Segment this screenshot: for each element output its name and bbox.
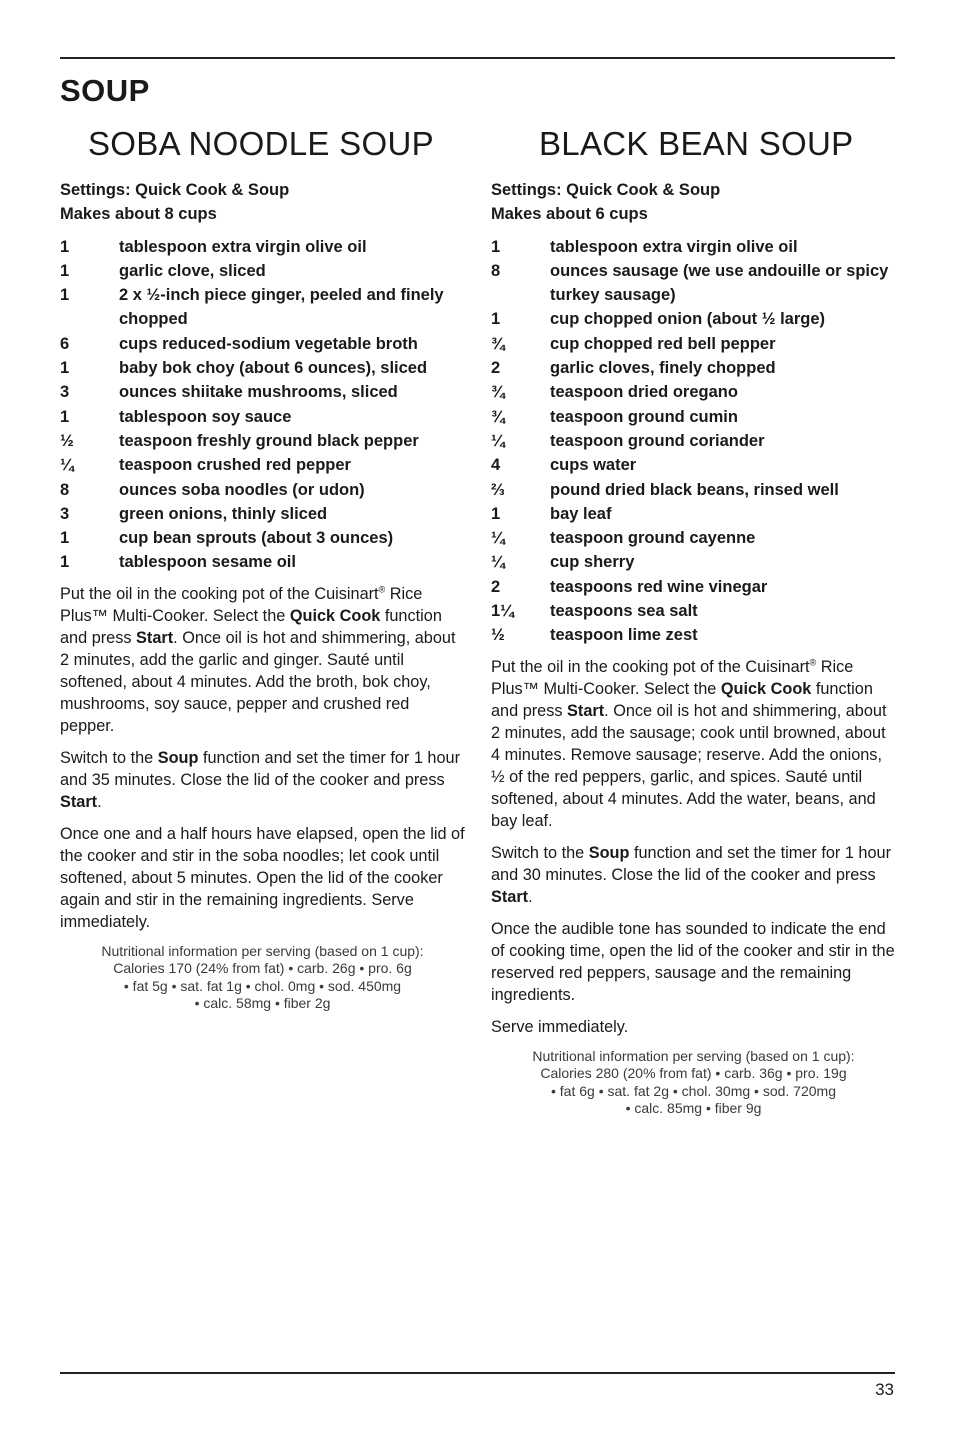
instruction-paragraph [60, 747, 465, 813]
text-run: function and set the timer for 1 hour and 35 minutes. Close the lid of the cooker and press [60, 748, 461, 789]
instruction-paragraph: Once the audible tone has sounded to indicate the end of cooking time, open the lid of the cooker and stir in the reserved red peppers, sausage and the remaining ingredients. [491, 919, 895, 1004]
ingredient-item [60, 380, 465, 404]
ingredient-qty: 1 [60, 261, 70, 280]
ingredient-qty: 8 [491, 261, 501, 280]
text-run: function and press [60, 606, 442, 647]
ingredient-qty: 1 [60, 529, 70, 548]
ingredient-qty: 2 [491, 577, 501, 596]
nutrition-line: Nutritional information per serving (based on 1 cup): [101, 942, 424, 959]
text-run: Rice Plus™ Multi-Cooker. Select the [491, 657, 854, 698]
ingredient-item [491, 429, 896, 453]
ingredient-item [60, 356, 465, 380]
ingredient-name: cup chopped red bell pepper [550, 334, 776, 353]
ingredient-qty: ¼ [60, 456, 74, 475]
ingredient-qty: 8 [60, 480, 70, 499]
ingredient-name: teaspoon ground cayenne [550, 529, 756, 548]
nutrition-line: Calories 280 (20% from fat) • carb. 36g • pro. 19g [540, 1065, 847, 1082]
text-run: Put the oil in the cooking pot of the Cuisinart [60, 584, 379, 603]
ingredient-item [491, 332, 896, 356]
function-name: Quick Cook [720, 679, 812, 698]
ingredient-name: garlic clove, sliced [119, 261, 266, 280]
button-name: Start [567, 701, 605, 720]
button-name: Start [60, 792, 98, 811]
ingredient-name: pound dried black beans, rinsed well [550, 480, 839, 499]
nutrition-line: • fat 6g • sat. fat 2g • chol. 30mg • sod. 720mg [551, 1082, 836, 1099]
ingredient-name: ounces shiitake mushrooms, sliced [119, 383, 398, 402]
nutrition-line: Calories 170 (24% from fat) • carb. 26g • pro. 6g [113, 960, 412, 977]
ingredient-item [491, 550, 896, 574]
nutrition-info [491, 1048, 896, 1118]
makes-line: Makes about 8 cups [60, 205, 217, 224]
ingredient-list [60, 235, 465, 575]
ingredient-qty: ⅔ [491, 480, 505, 499]
ingredient-name: ounces sausage (we use andouille or spicy turkey sausage) [550, 261, 889, 305]
ingredient-qty: 1 [491, 504, 501, 523]
ingredient-item [491, 478, 896, 502]
ingredient-list [491, 235, 896, 648]
ingredient-qty: 1 [60, 286, 70, 305]
ingredient-qty: ¼ [491, 529, 505, 548]
ingredient-name: ounces soba noodles (or udon) [119, 480, 365, 499]
ingredient-item [491, 575, 896, 599]
ingredient-item [60, 526, 465, 550]
ingredient-name: bay leaf [550, 504, 612, 523]
ingredient-item [60, 429, 465, 453]
ingredient-item [60, 332, 465, 356]
ingredient-name: 2 x ½-inch piece ginger, peeled and finely chopped [119, 286, 444, 329]
ingredient-item [60, 283, 465, 332]
ingredient-item [60, 478, 465, 502]
ingredient-item [491, 453, 896, 477]
ingredient-qty: 4 [491, 456, 501, 475]
ingredient-qty: 2 [491, 359, 501, 378]
instruction-paragraph [491, 842, 896, 908]
ingredient-name: cup bean sprouts (about 3 ounces) [119, 529, 394, 548]
ingredient-name: cup chopped onion (about ½ large) [550, 310, 825, 329]
ingredient-name: tablespoon extra virgin olive oil [550, 237, 798, 256]
function-name: Soup [157, 748, 199, 767]
ingredient-item [60, 259, 465, 283]
nutrition-info [60, 943, 465, 1013]
text-run: Put the oil in the cooking pot of the Cuisinart [491, 657, 810, 676]
nutrition-line: Nutritional information per serving (based on 1 cup): [532, 1047, 855, 1064]
ingredient-qty: 1 [491, 237, 501, 256]
ingredient-qty: 1¼ [491, 602, 514, 621]
recipe-meta [491, 178, 896, 227]
ingredient-qty: 1 [60, 237, 70, 256]
ingredient-item [60, 502, 465, 526]
ingredient-qty: ¾ [491, 407, 505, 426]
ingredient-name: teaspoon ground cumin [550, 407, 738, 426]
ingredient-item [491, 599, 896, 623]
instruction-paragraph: Serve immediately. [491, 1017, 629, 1036]
makes-line: Makes about 6 cups [491, 205, 648, 224]
text-run: . [97, 792, 102, 811]
nutrition-line: • fat 5g • sat. fat 1g • chol. 0mg • sod. 450mg [123, 977, 402, 994]
recipe-black-bean-soup [491, 124, 896, 1118]
ingredient-qty: ¾ [491, 383, 505, 402]
function-name: Soup [588, 843, 630, 862]
ingredient-qty: 6 [60, 334, 70, 353]
ingredient-name: green onions, thinly sliced [119, 504, 328, 523]
bottom-rule [60, 1372, 895, 1374]
registered-mark: ® [378, 584, 386, 595]
nutrition-line: • calc. 58mg • fiber 2g [194, 995, 331, 1012]
ingredient-name: tablespoon sesame oil [119, 553, 296, 572]
ingredient-name: cups water [550, 456, 637, 475]
ingredient-qty: 1 [60, 407, 70, 426]
text-run: Rice Plus™ Multi-Cooker. Select the [60, 584, 423, 625]
recipe-meta [60, 178, 465, 227]
ingredient-qty: ½ [491, 626, 505, 645]
ingredient-name: teaspoon dried oregano [550, 383, 738, 402]
ingredient-item [491, 380, 896, 404]
text-run: function and set the timer for 1 hour and 30 minutes. Close the lid of the cooker and press [491, 843, 892, 884]
ingredient-qty: ½ [60, 431, 74, 450]
instruction-paragraph [60, 583, 465, 737]
instruction-paragraph [491, 656, 896, 832]
ingredient-name: tablespoon soy sauce [119, 407, 292, 426]
ingredient-item [491, 307, 896, 331]
ingredient-item [491, 502, 896, 526]
ingredient-item [491, 405, 896, 429]
ingredient-item [491, 356, 896, 380]
ingredient-name: baby bok choy (about 6 ounces), sliced [119, 359, 428, 378]
settings-line: Settings: Quick Cook & Soup [60, 181, 290, 199]
ingredient-name: teaspoon lime zest [550, 626, 698, 645]
ingredient-name: cup sherry [550, 553, 635, 572]
top-rule [60, 57, 895, 59]
recipe-title: SOBA NOODLE SOUP [88, 125, 434, 162]
text-run: . [528, 887, 533, 906]
ingredient-qty: 1 [491, 310, 501, 329]
ingredient-item [491, 259, 896, 308]
ingredient-qty: 3 [60, 504, 70, 523]
text-run: function and press [491, 679, 873, 720]
ingredient-item [491, 526, 896, 550]
recipe-soba-noodle-soup [60, 124, 465, 1013]
ingredient-qty: ¼ [491, 431, 505, 450]
ingredient-name: teaspoon freshly ground black pepper [119, 431, 419, 450]
ingredient-item [60, 453, 465, 477]
ingredient-item [60, 405, 465, 429]
ingredient-name: tablespoon extra virgin olive oil [119, 237, 367, 256]
ingredient-qty: 3 [60, 383, 70, 402]
instruction-paragraph: Once one and a half hours have elapsed, open the lid of the cooker and stir in the soba noodles; let cook until softened, about 5 minutes. Open the lid of the cooker again and stir in the remaining ingredients. Serve immediately. [60, 824, 465, 931]
button-name: Start [491, 887, 529, 906]
text-run: Switch to the [60, 748, 158, 767]
ingredient-item [60, 550, 465, 574]
ingredient-name: teaspoons sea salt [550, 602, 698, 621]
ingredient-name: teaspoon ground coriander [550, 431, 765, 450]
ingredient-qty: ¼ [491, 553, 505, 572]
recipe-title: BLACK BEAN SOUP [539, 125, 854, 162]
ingredient-qty: ¾ [491, 334, 505, 353]
ingredient-item [60, 235, 465, 259]
ingredient-name: teaspoons red wine vinegar [550, 577, 768, 596]
ingredient-item [491, 623, 896, 647]
page-number: 33 [875, 1380, 894, 1399]
nutrition-line: • calc. 85mg • fiber 9g [625, 1100, 762, 1117]
ingredient-item [491, 235, 896, 259]
text-run: . Once oil is hot and shimmering, about 2 minutes, add the garlic and ginger. Sauté until softened, about 4 minutes. Add the broth, bok choy, mushrooms, soy sauce, pepper and crushed red pepper. [60, 628, 456, 735]
section-title: SOUP [60, 73, 150, 108]
ingredient-name: teaspoon crushed red pepper [119, 456, 351, 475]
text-run: . Once oil is hot and shimmering, about 2 minutes, add the sausage; cook until browned, about 4 minutes. Remove sausage; reserve. Add the onions, ½ of the red peppers, garlic, and spices. Sauté until softened, about 4 minutes. Add the water, beans, and bay leaf. [491, 701, 887, 830]
settings-line: Settings: Quick Cook & Soup [491, 181, 721, 199]
registered-mark: ® [809, 657, 817, 668]
ingredient-name: garlic cloves, finely chopped [550, 359, 776, 378]
button-name: Start [136, 628, 174, 647]
text-run: Switch to the [491, 843, 589, 862]
ingredient-qty: 1 [60, 359, 70, 378]
ingredient-qty: 1 [60, 553, 70, 572]
function-name: Quick Cook [289, 606, 381, 625]
ingredient-name: cups reduced-sodium vegetable broth [119, 334, 418, 353]
